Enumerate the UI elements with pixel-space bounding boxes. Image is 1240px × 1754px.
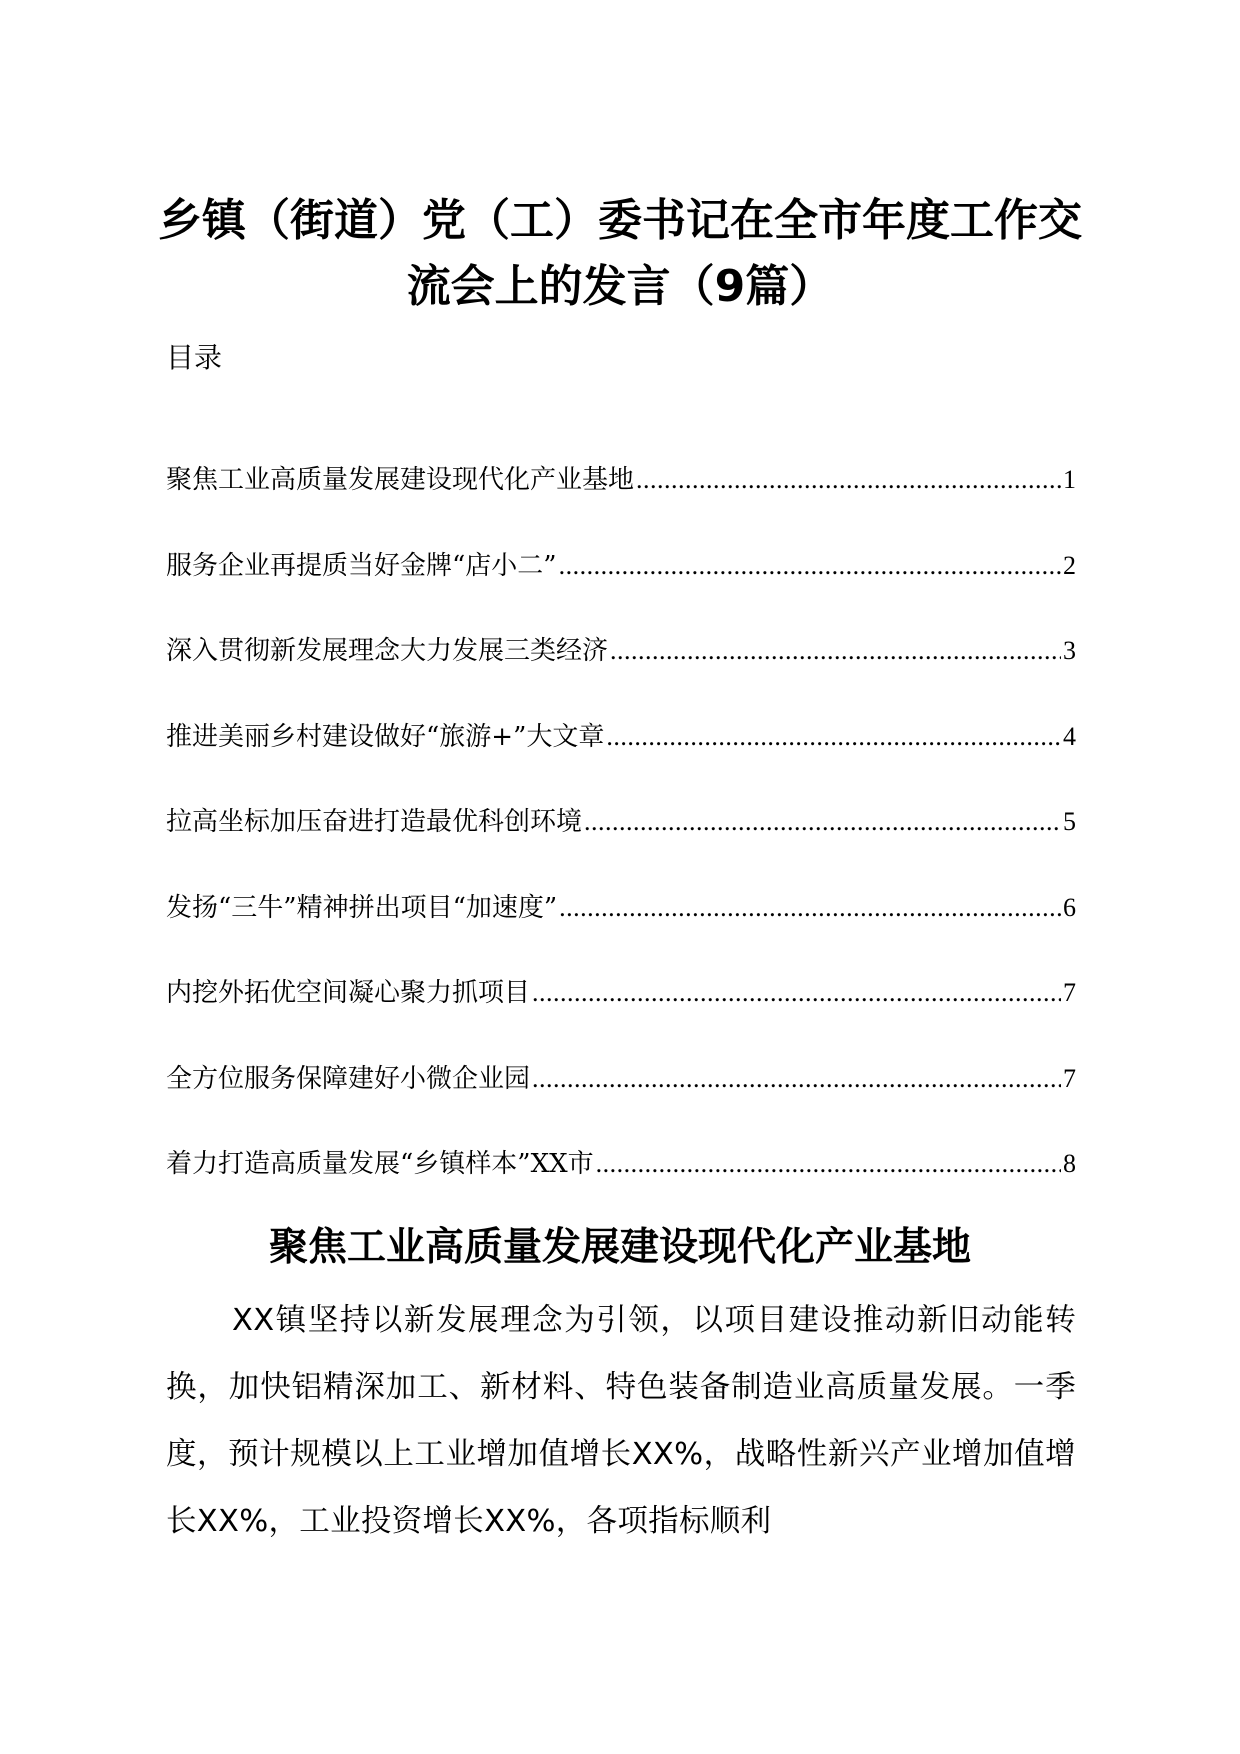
toc-dot-leader (636, 462, 1061, 498)
toc-page-number: 7 (1063, 978, 1076, 1007)
toc-dot-leader (532, 1061, 1061, 1097)
toc-entry[interactable] (166, 633, 1076, 719)
toc-page-number: 2 (1063, 550, 1076, 580)
document-title: 乡镇（街道）党（工）委书记在全市年度工作交流会上的发言（9篇） (158, 195, 1082, 312)
toc-entry[interactable] (166, 975, 1076, 1061)
toc-page-number: 7 (1063, 1063, 1076, 1093)
toc-dot-leader (559, 548, 1061, 584)
toc-entry[interactable] (166, 804, 1076, 890)
toc-entry-title: 深入贯彻新发展理念大力发展三类经济 (166, 636, 609, 666)
toc-entry-title: 聚焦工业高质量发展建设现代化产业基地 (166, 465, 635, 495)
toc-page-number: 3 (1063, 636, 1076, 665)
toc-entry[interactable] (166, 719, 1076, 805)
toc-entry-title: 发扬“三牛”精神拼出项目“加速度” (166, 892, 558, 923)
toc-page-number: 4 (1063, 721, 1076, 751)
toc-entry[interactable] (166, 890, 1076, 976)
toc-entry-title: 内挖外拓优空间凝心聚力抓项目 (166, 978, 531, 1008)
table-of-contents (166, 462, 1076, 1232)
toc-entry-title: 着力打造高质量发展“乡镇样本”XX市 (166, 1149, 594, 1179)
toc-entry-title: 拉高坐标加压奋进打造最优科创环境 (166, 807, 583, 837)
toc-entry-title: 服务企业再提质当好金牌“店小二” (166, 550, 557, 581)
section-body-paragraph: XX镇坚持以新发展理念为引领，以项目建设推动新旧动能转换，加快铝精深加工、新材料、特色装备制造业高质量发展。一季度，预计规模以上工业增加值增长XX%，战略性新兴产业增加值增长XX%，工业投资增长XX%，各项指标顺利 (166, 1303, 1076, 1539)
toc-entry[interactable] (166, 462, 1076, 548)
toc-dot-leader (532, 975, 1061, 1011)
toc-dot-leader (584, 804, 1061, 840)
toc-dot-leader (596, 1146, 1061, 1182)
toc-page-number: 1 (1063, 465, 1076, 494)
toc-entry-title: 全方位服务保障建好小微企业园 (166, 1063, 531, 1094)
toc-dot-leader (610, 633, 1061, 669)
toc-entry[interactable] (166, 1146, 1076, 1232)
toc-heading: 目录 (166, 341, 223, 374)
toc-entry[interactable] (166, 548, 1076, 634)
toc-entry-title: 推进美丽乡村建设做好“旅游+”大文章 (166, 721, 605, 752)
toc-dot-leader (606, 719, 1061, 755)
toc-dot-leader (559, 890, 1061, 926)
toc-page-number: 5 (1063, 807, 1076, 836)
toc-page-number: 8 (1063, 1149, 1076, 1178)
toc-page-number: 6 (1063, 892, 1076, 922)
section-title: 聚焦工业高质量发展建设现代化产业基地 (268, 1225, 971, 1270)
toc-entry[interactable] (166, 1061, 1076, 1147)
